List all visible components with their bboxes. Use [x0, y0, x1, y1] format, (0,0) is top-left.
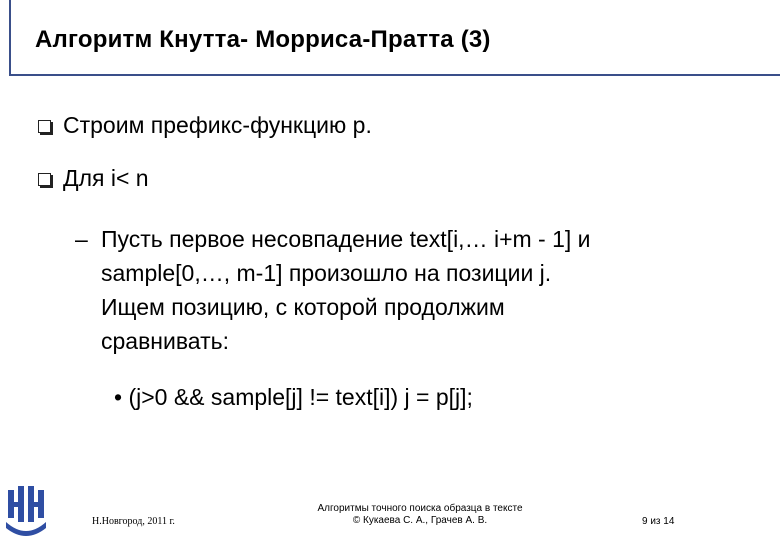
sub-bullet-line: Пусть первое несовпадение text[i,… i+m - 1] и [101, 226, 591, 252]
footer-course-info [290, 503, 550, 527]
title-frame-bottom-rule [9, 74, 780, 76]
bullet-item-1 [38, 112, 372, 139]
page-number: 9 из 14 [642, 516, 675, 527]
dash-marker: – [75, 226, 88, 252]
code-bullet: • (j>0 && sample[j] != text[i]) j = p[j]; [114, 384, 473, 410]
footer-place-date: Н.Новгород, 2011 г. [92, 516, 175, 527]
bullet-text: Для i< n [63, 165, 149, 191]
title-frame-left-rule [9, 0, 11, 76]
sub-bullet [75, 222, 591, 358]
checkbox-bullet-icon [38, 173, 51, 186]
checkbox-bullet-icon [38, 120, 51, 133]
footer-course-title: Алгоритмы точного поиска образца в тексте [317, 503, 523, 514]
sub-bullet-line: сравнивать: [101, 328, 230, 354]
bullet-item-2 [38, 165, 149, 192]
bullet-text: Строим префикс-функцию p. [63, 112, 372, 138]
sub-bullet-line: sample[0,…, m-1] произошло на позиции j. [101, 260, 552, 286]
footer-authors: © Кукаева С. А., Грачев А. В. [352, 515, 488, 526]
university-logo-icon [2, 484, 50, 540]
slide-title: Алгоритм Кнутта- Морриса-Пратта (3) [35, 26, 491, 53]
sub-bullet-line: Ищем позицию, с которой продолжим [101, 294, 505, 320]
